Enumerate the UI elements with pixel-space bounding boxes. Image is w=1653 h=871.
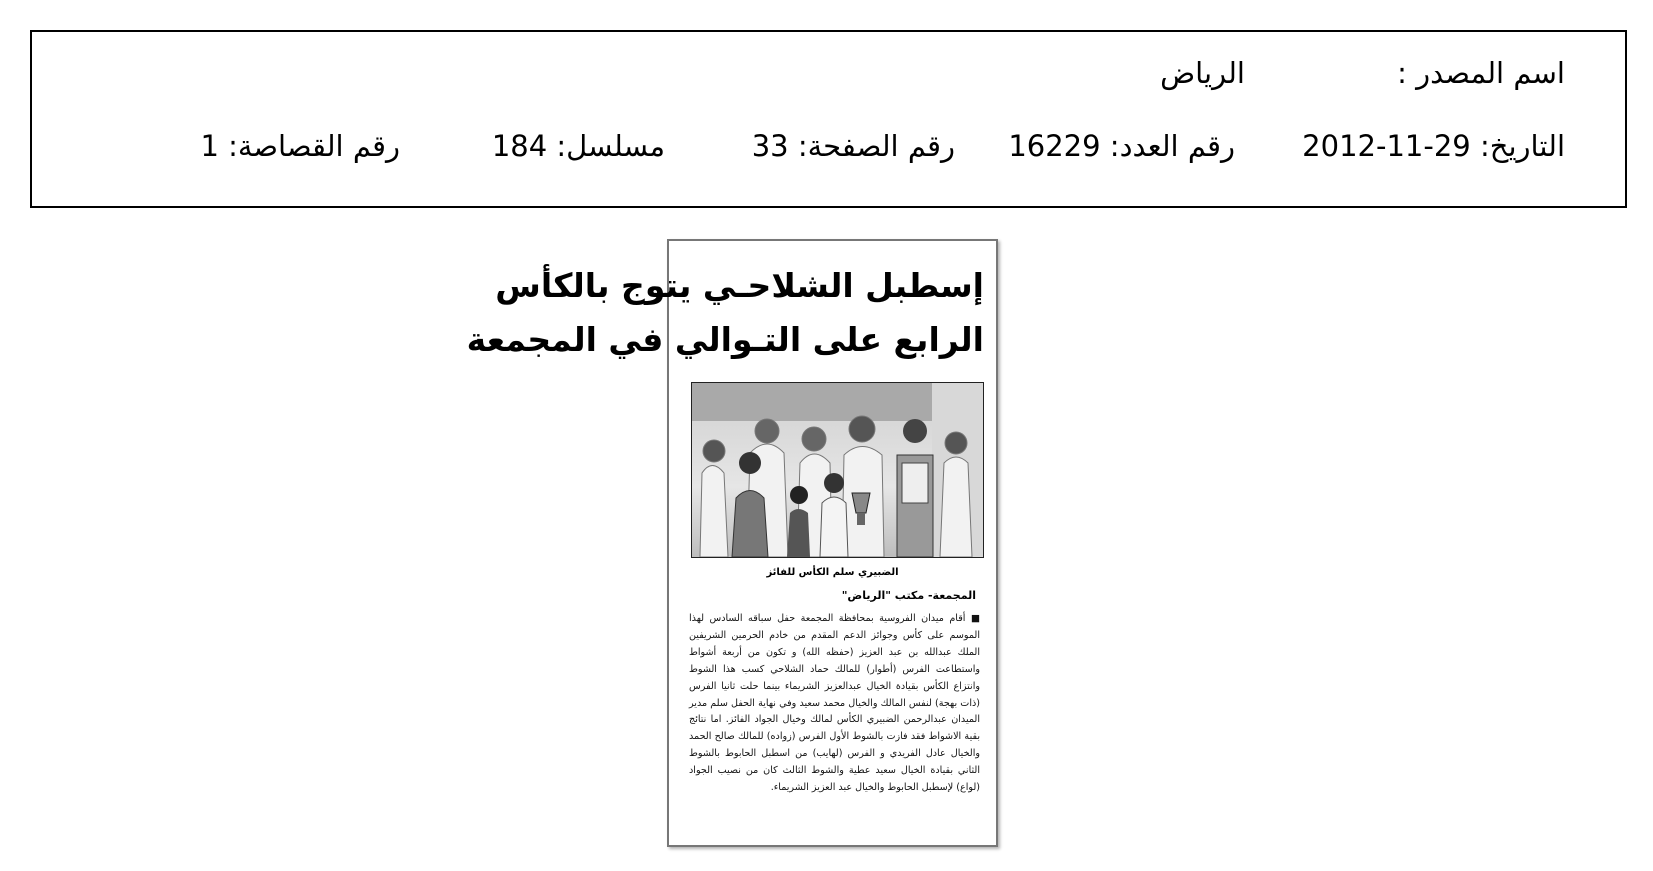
source-value: الرياض — [1160, 56, 1245, 90]
publish-date: التاريخ: 29-11-2012 — [1302, 129, 1565, 163]
source-label: اسم المصدر : — [1397, 56, 1565, 90]
article-photo — [691, 382, 984, 558]
headline-line-2: الرابع على التـوالي في المجمعة — [466, 320, 984, 359]
issue-number: رقم العدد: 16229 — [1008, 129, 1235, 163]
serial-number: مسلسل: 184 — [491, 129, 665, 163]
clip-number: رقم القصاصة: 1 — [200, 129, 400, 163]
newspaper-clipping — [466, 239, 998, 847]
article-body: ■ أقام ميدان الفروسية بمحافظة المجمعة حفل سباقه السادس لهذا الموسم على كأس وجوائز الدعم المقدم من خادم الحرمين الشريفين الملك عبدالله بن عبد العزيز (حفظه الله) و تكون من أربعة أشواط واستطاعت الفرس (أطوار) للمالك حماد الشلاحي كسب هذا الشوط وانتزاع الكأس بقيادة الخيال عبدالعزيز الشريماء بينما حلت ثانيا الفرس (ذات بهجة) لنفس المالك والخيال محمد سعيد وفي نهاية الحفل سلم مدير الميدان عبدالرحمن الضبيري الكأس لمالك وخيال الجواد الفائز. اما نتائج بقية الاشواط فقد فازت بالشوط الأول الفرس (زواده) للمالك صالح الحمد والخيال عادل الفريدي و الفرس (لهايب) من اسطبل الحابوط بالشوط الثاني بقيادة الخيال سعيد عطية والشوط الثالث كان من نصيب الجواد (لواع) لإسطبل الحابوط والخيال عبد العزيز الشريماء. — [689, 613, 980, 794]
headline-line-1: إسطبل الشلاحـي يتوج بالكأس — [495, 266, 984, 305]
source-info-box — [30, 30, 1627, 208]
group-photo-image — [692, 383, 983, 557]
photo-caption: الضبيري سلم الكأس للفائز — [766, 567, 899, 578]
page-number: رقم الصفحة: 33 — [751, 129, 955, 163]
article-dateline: المجمعة- مكتب "الرياض" — [841, 589, 976, 602]
